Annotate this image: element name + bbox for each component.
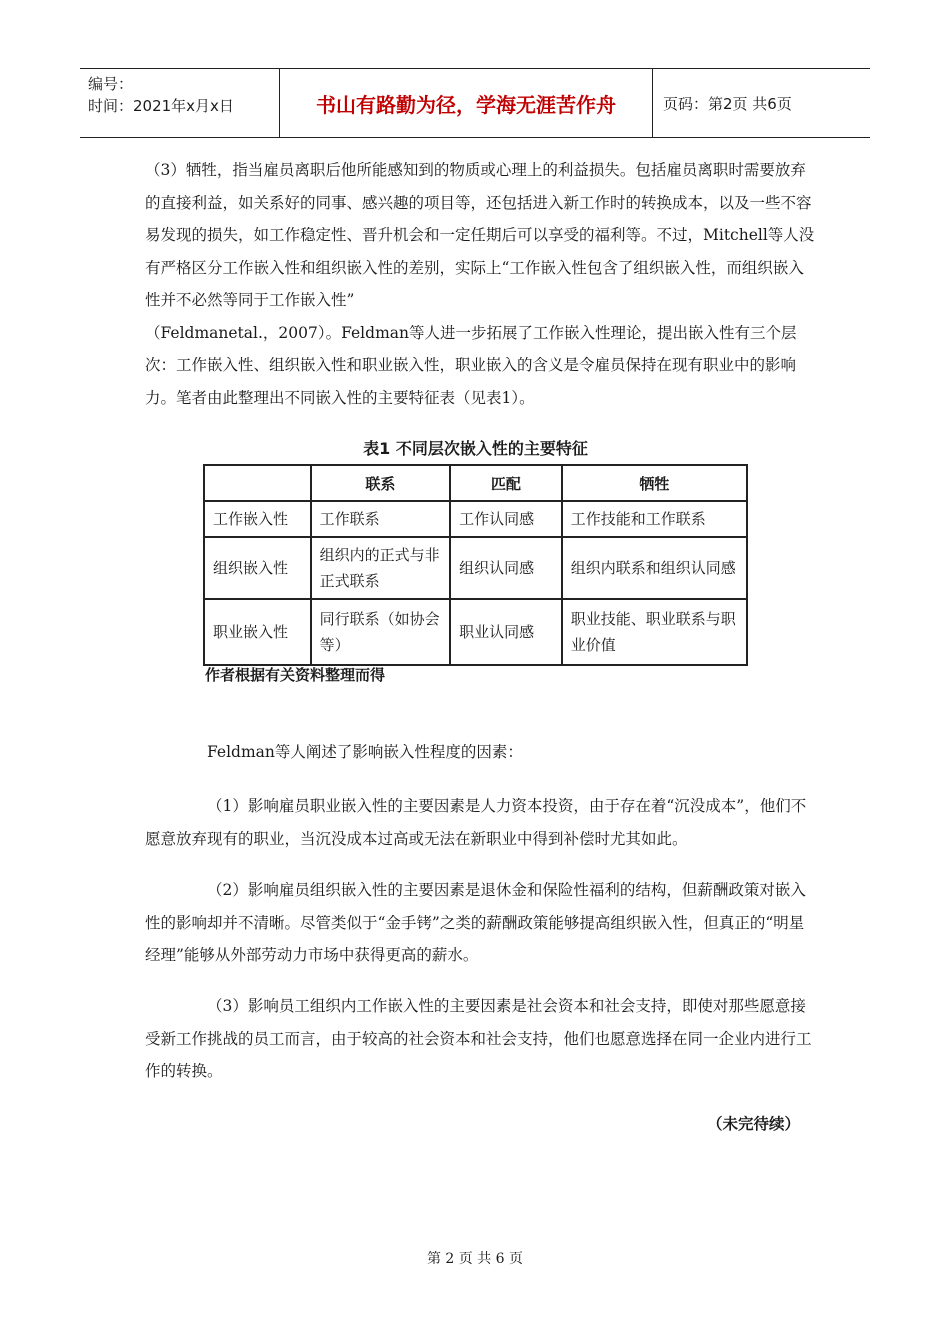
header-cell-fit: 匹配 <box>450 465 562 501</box>
embeddedness-table <box>203 464 748 666</box>
header-motto: 书山有路勤为径，学海无涯苦作舟 <box>280 69 653 137</box>
date-label: 时间：2021年x月x日 <box>88 97 234 115</box>
table-cell: 组织嵌入性 <box>204 537 311 599</box>
table-title: 表1 不同层次嵌入性的主要特征 <box>363 439 588 458</box>
table-cell: 职业嵌入性 <box>204 599 311 665</box>
number-label: 编号： <box>88 75 134 93</box>
factor-paragraph: （3）影响员工组织内工作嵌入性的主要因素是社会资本和社会支持，即使对那些愿意接受新工作挑战的员工而言，由于较高的社会资本和社会支持，他们也愿意选择在同一企业内进行工作的转换。 <box>145 997 812 1080</box>
table-row <box>204 537 747 599</box>
table-note: 作者根据有关资料整理而得 <box>205 666 386 684</box>
header-meta <box>80 69 280 137</box>
table-cell: 工作认同感 <box>450 501 562 537</box>
factor-paragraph: （1）影响雇员职业嵌入性的主要因素是人力资本投资，由于存在着“沉没成本”，他们不愿意放弃现有的职业，当沉没成本过高或无法在新职业中得到补偿时尤其如此。 <box>145 797 807 848</box>
table-row <box>204 501 747 537</box>
paragraph-feldman: （Feldmanetal.，2007）。Feldman等人进一步拓展了工作嵌入性理论，提出嵌入性有三个层次：工作嵌入性、组织嵌入性和职业嵌入性，职业嵌入的含义是令雇员保持在现有职业中的影响力。笔者由此整理出不同嵌入性的主要特征表（见表1）。 <box>145 323 797 407</box>
header-cell-empty <box>204 465 311 501</box>
table-cell: 职业技能、职业联系与职业价值 <box>562 599 747 665</box>
table-header-row <box>204 465 747 501</box>
table-cell: 组织认同感 <box>450 537 562 599</box>
table-cell: 组织内联系和组织认同感 <box>562 537 747 599</box>
factor-paragraph: （2）影响雇员组织嵌入性的主要因素是退休金和保险性福利的结构，但薪酬政策对嵌入性的影响却并不清晰。尽管类似于“金手铐”之类的薪酬政策能够提高组织嵌入性，但真正的“明星经理”能够从外部劳动力市场中获得更高的薪水。 <box>145 881 806 964</box>
table-cell: 工作联系 <box>311 501 451 537</box>
factor-1 <box>145 790 815 855</box>
intro-paragraph <box>145 736 815 769</box>
table-cell: 组织内的正式与非正式联系 <box>311 537 451 599</box>
factors-intro: Feldman等人阐述了影响嵌入性程度的因素： <box>207 743 523 761</box>
table-cell: 同行联系（如协会等） <box>311 599 451 665</box>
top-paragraphs <box>145 154 815 414</box>
factor-3 <box>145 990 815 1088</box>
to-be-continued: （未完待续） <box>706 1115 800 1133</box>
table-row <box>204 599 747 665</box>
page-footer: 第 2 页 共 6 页 <box>426 1251 524 1267</box>
header-cell-sacrifice: 牺牲 <box>562 465 747 501</box>
header-cell-link: 联系 <box>311 465 451 501</box>
table-cell: 工作技能和工作联系 <box>562 501 747 537</box>
table-cell: 工作嵌入性 <box>204 501 311 537</box>
factor-2 <box>145 874 815 972</box>
table-cell: 职业认同感 <box>450 599 562 665</box>
header-page-info: 页码：第2页 共6页 <box>663 94 792 113</box>
paragraph-sacrifice: （3）牺牲，指当雇员离职后他所能感知到的物质或心理上的利益损失。包括雇员离职时需要放弃的直接利益，如关系好的同事、感兴趣的项目等，还包括进入新工作时的转换成本，以及一些不容易发现的损失，如工作稳定性、晋升机会和一定任期后可以享受的福利等。不过，Mitchell等人没有严格区分工作嵌入性和组织嵌入性的差别，实际上“工作嵌入性包含了组织嵌入性，而组织嵌入性并不必然等同于工作嵌入性” <box>145 161 815 309</box>
page-header <box>80 68 870 138</box>
